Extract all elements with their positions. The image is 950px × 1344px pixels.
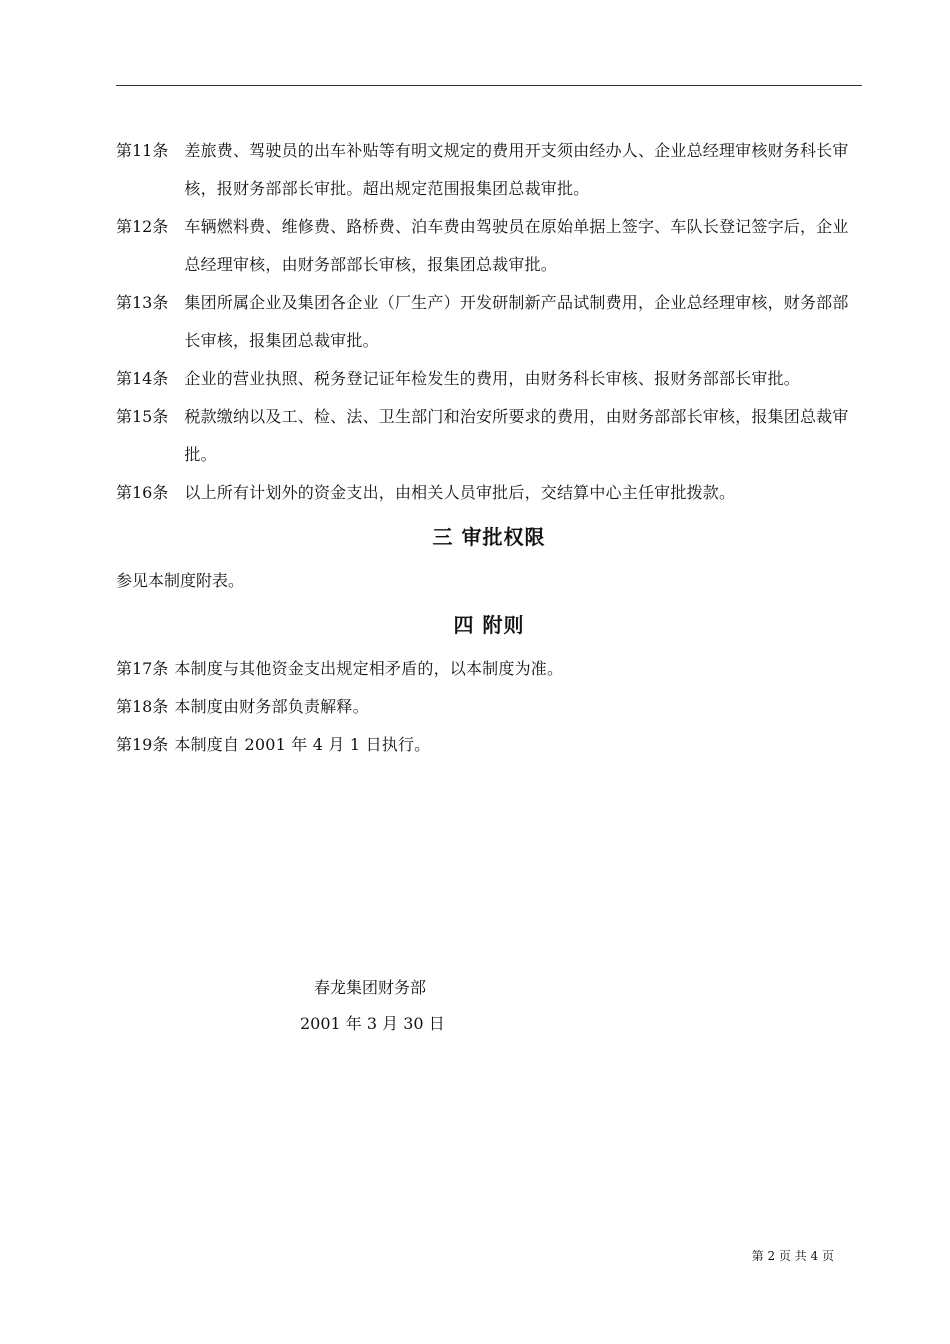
article-text: 本制度自 2001 年 4 月 1 日执行。	[174, 735, 431, 754]
article-number: 第19条	[116, 735, 169, 754]
article-number: 第14条	[116, 369, 169, 388]
section-title-approval-authority: 三 审批权限	[432, 525, 546, 549]
section-title-supplementary: 四 附则	[453, 613, 525, 637]
article-12	[116, 208, 862, 284]
article-13	[116, 284, 862, 360]
signature-organization: 春龙集团财务部	[314, 978, 427, 997]
article-18	[116, 688, 862, 726]
article-11	[116, 132, 862, 208]
article-number: 第17条	[116, 659, 169, 678]
article-number: 第13条	[116, 293, 169, 312]
article-19	[116, 726, 862, 764]
article-text: 差旅费、驾驶员的出车补贴等有明文规定的费用开支须由经办人、企业总经理审核财务科长审核，报财务部部长审批。超出规定范围报集团总裁审批。	[184, 141, 849, 198]
article-text: 本制度由财务部负责解释。	[174, 697, 369, 716]
article-text: 车辆燃料费、维修费、路桥费、泊车费由驾驶员在原始单据上签字、车队长登记签字后，企业总经理审核，由财务部部长审核，报集团总裁审批。	[184, 217, 849, 274]
article-15	[116, 398, 862, 474]
article-number: 第15条	[116, 407, 169, 426]
article-number: 第12条	[116, 217, 169, 236]
page-number: 第 2 页 共 4 页	[751, 1249, 834, 1263]
signature-date: 2001 年 3 月 30 日	[300, 1014, 445, 1033]
section-text: 参见本制度附表。	[116, 571, 245, 590]
article-text: 以上所有计划外的资金支出，由相关人员审批后，交结算中心主任审批拨款。	[184, 483, 736, 502]
article-14	[116, 360, 862, 398]
article-17	[116, 650, 862, 688]
article-text: 企业的营业执照、税务登记证年检发生的费用，由财务科长审核、报财务部部长审批。	[184, 369, 800, 388]
document-body	[116, 132, 862, 764]
article-number: 第11条	[116, 141, 169, 160]
article-number: 第16条	[116, 483, 169, 502]
article-number: 第18条	[116, 697, 169, 716]
signature-block	[300, 970, 500, 1042]
article-text: 集团所属企业及集团各企业（厂生产）开发研制新产品试制费用，企业总经理审核，财务部部长审核，报集团总裁审批。	[184, 293, 849, 350]
article-16	[116, 474, 862, 512]
article-text: 税款缴纳以及工、检、法、卫生部门和治安所要求的费用，由财务部部长审核，报集团总裁审批。	[184, 407, 849, 464]
article-text: 本制度与其他资金支出规定相矛盾的，以本制度为准。	[174, 659, 564, 678]
header-rule	[116, 85, 862, 86]
